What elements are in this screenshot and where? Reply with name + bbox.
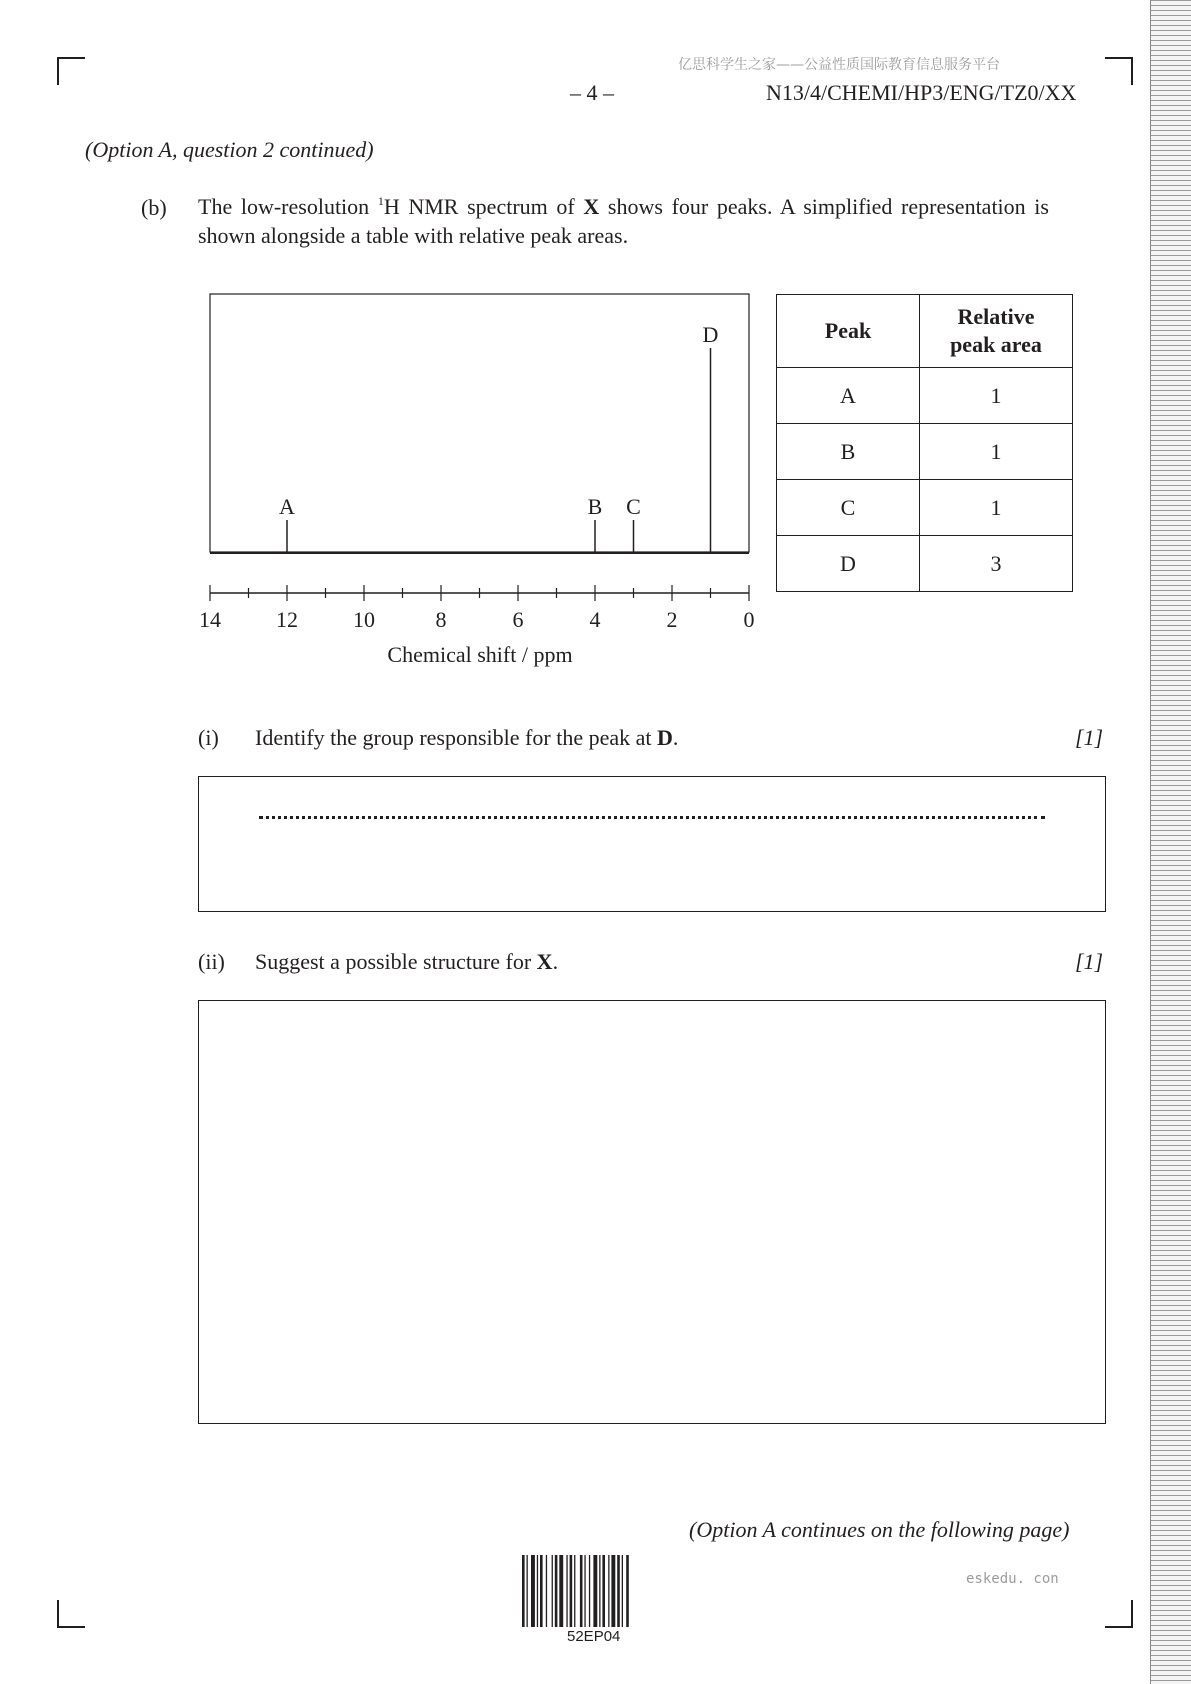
- cell-peak: C: [777, 480, 920, 536]
- crop-mark-top-right: [1105, 57, 1133, 85]
- crop-mark-top-left: [57, 57, 85, 85]
- header-peak: Peak: [777, 295, 920, 368]
- x-tick-label: 14: [199, 607, 221, 632]
- part-b-compound-x: X: [583, 194, 600, 219]
- sub-ii-number: (ii): [198, 949, 225, 974]
- answer-box-i[interactable]: [198, 776, 1106, 912]
- spectrum-peaks: [279, 322, 718, 553]
- sub-ii-marks: [1]: [1075, 949, 1104, 974]
- cell-peak: B: [777, 424, 920, 480]
- part-b-text-nmr: H NMR spectrum of: [383, 194, 584, 219]
- x-tick-label: 10: [353, 607, 375, 632]
- sub-i-marks: [1]: [1075, 725, 1104, 750]
- peak-label-d: D: [702, 322, 719, 347]
- answer-line-i[interactable]: [259, 816, 1045, 819]
- part-b-question-text: [198, 192, 1049, 250]
- cell-area: 1: [920, 480, 1073, 536]
- table-header-row: [777, 295, 1073, 368]
- x-axis-ticks: [199, 585, 755, 632]
- continues-note: (Option A continues on the following page): [689, 1517, 1070, 1542]
- barcode: [522, 1555, 670, 1627]
- sub-i-period: .: [672, 725, 679, 750]
- x-tick-label: 8: [435, 607, 447, 632]
- cell-area: 1: [920, 424, 1073, 480]
- relative-peak-area-table: [776, 294, 1073, 592]
- sub-i-text: Identify the group responsible for the peak at: [255, 725, 657, 750]
- header-relative-peak-area: [920, 295, 1073, 368]
- header-watermark: 亿思科学生之家——公益性质国际教育信息服务平台: [678, 57, 1000, 73]
- answer-box-ii[interactable]: [198, 1000, 1106, 1424]
- x-tick-label: 6: [512, 607, 524, 632]
- page-edge-strip: [1150, 0, 1191, 1684]
- x-axis-title: Chemical shift / ppm: [387, 642, 573, 667]
- continuation-heading: (Option A, question 2 continued): [85, 137, 374, 162]
- crop-mark-bottom-right: [1105, 1600, 1133, 1628]
- sub-i-question: [255, 725, 678, 751]
- x-tick-label: 4: [589, 607, 601, 632]
- part-b-superscript: 1: [377, 194, 384, 208]
- barcode-text: 52EP04: [567, 1628, 621, 1645]
- footer-watermark: eskedu. con: [966, 1571, 1059, 1587]
- part-b-text-start: The low-resolution: [198, 194, 378, 219]
- x-tick-label: 0: [743, 607, 755, 632]
- sub-ii-period: .: [552, 949, 559, 974]
- cell-peak: D: [777, 536, 920, 592]
- peak-label-c: C: [626, 494, 641, 519]
- peak-label-b: B: [587, 494, 603, 519]
- table-row: [777, 424, 1073, 480]
- cell-area: 3: [920, 536, 1073, 592]
- header-line-1: Relative: [957, 304, 1035, 329]
- x-tick-label: 2: [666, 607, 678, 632]
- sub-i-number: (i): [198, 725, 219, 750]
- sub-ii-bold-x: X: [536, 949, 553, 974]
- cell-peak: A: [777, 368, 920, 424]
- peak-label-a: A: [279, 494, 295, 519]
- sub-i-bold-d: D: [656, 725, 673, 750]
- nmr-spectrum-chart: [180, 280, 780, 672]
- sub-ii-text: Suggest a possible structure for: [255, 949, 537, 974]
- sub-ii-question: [255, 949, 558, 975]
- page-number: – 4 –: [570, 80, 614, 105]
- crop-mark-bottom-left: [57, 1600, 85, 1628]
- x-tick-label: 12: [276, 607, 298, 632]
- table-row: [777, 368, 1073, 424]
- header-line-2: peak area: [950, 332, 1042, 357]
- document-code: N13/4/CHEMI/HP3/ENG/TZ0/XX: [766, 80, 1077, 105]
- table-row: [777, 480, 1073, 536]
- table-row: [777, 536, 1073, 592]
- cell-area: 1: [920, 368, 1073, 424]
- part-b-label: (b): [141, 195, 167, 220]
- part-b-text-end: shows four peaks. A simplified representation is shown alongside a table with relative peak areas.: [198, 194, 1049, 248]
